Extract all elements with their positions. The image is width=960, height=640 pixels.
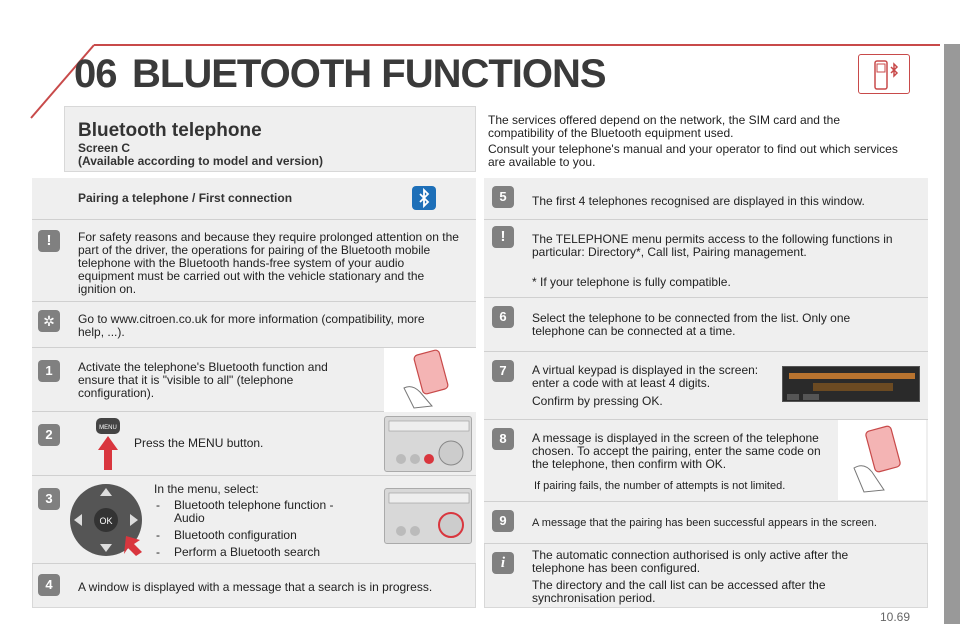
step-8-text: A message is displayed in the screen of the telephone chosen. To accept the pairing, enter the same code on the telephone, then confirm with OK.: [532, 431, 821, 471]
step-3-intro: In the menu, select:: [154, 482, 259, 496]
telephone-menu-text: The TELEPHONE menu permits access to the following functions in particular: Directory*, Call list, Pairing management.: [532, 232, 893, 259]
audio-unit-illustration: [384, 416, 472, 472]
intro-paragraph-1: The services offered depend on the network, the SIM card and the compatibility of the Bluetooth equipment used.: [488, 113, 840, 140]
info-icon: i: [492, 552, 514, 574]
screen-label: Screen C: [78, 141, 131, 155]
menu-option-bt-config: - Bluetooth configuration: [154, 529, 364, 542]
step-4-badge: 4: [38, 574, 60, 596]
tip-text: Go to www.citroen.co.uk for more information (compatibility, more help, ...).: [78, 312, 425, 339]
availability-note: (Available according to model and version): [78, 154, 323, 168]
bluetooth-phone-icon: [858, 54, 910, 94]
step-9-badge: 9: [492, 510, 514, 532]
page-edge-bar: [944, 44, 960, 624]
step-1-text: Activate the telephone's Bluetooth function and ensure that it is "visible to all" (telephone configuration).: [78, 360, 328, 400]
phone-hand-illustration: [384, 348, 476, 412]
header-rule: [94, 44, 940, 46]
chapter-title: BLUETOOTH FUNCTIONS: [132, 52, 606, 96]
svg-text:MENU: MENU: [99, 425, 117, 431]
step-7-confirm: Confirm by pressing OK.: [532, 394, 663, 408]
step-1-badge: 1: [38, 360, 60, 382]
step-3-menu-list: [154, 499, 364, 563]
svg-text:OK: OK: [99, 516, 113, 526]
step-7-text: A virtual keypad is displayed in the screen: enter a code with at least 4 digits.: [532, 363, 759, 390]
menu-option-phone-audio: - Bluetooth telephone function - Audio: [154, 499, 364, 525]
step-2-badge: 2: [38, 424, 60, 446]
section-title: Bluetooth telephone: [78, 120, 262, 141]
warning-icon: !: [38, 230, 60, 252]
compatibility-note: * If your telephone is fully compatible.: [532, 275, 731, 289]
safety-warning: For safety reasons and because they require prolonged attention on the part of the driver, the operations for pairing of the Bluetooth mobile telephone with the Bluetooth hands-free system of your audio equipment must be carried out with the vehicle stationary and the ignition on.: [78, 230, 459, 296]
menu-option-bt-search: - Perform a Bluetooth search: [154, 546, 364, 559]
step-9-text: A message that the pairing has been successful appears in the screen.: [532, 517, 877, 529]
page-number: 10.69: [880, 610, 911, 624]
info-text-1: The automatic connection authorised is only active after the telephone has been configured.: [532, 548, 849, 575]
intro-paragraph-2: Consult your telephone's manual and your operator to find out which services are available to you.: [488, 142, 898, 169]
step-5-badge: 5: [492, 186, 514, 208]
step-6-text: Select the telephone to be connected from the list. Only one telephone can be connected at a time.: [532, 311, 851, 338]
step-3-badge: 3: [38, 488, 60, 510]
step-6-badge: 6: [492, 306, 514, 328]
step-8-badge: 8: [492, 428, 514, 450]
step-4-text: A window is displayed with a message that a search is in progress.: [78, 580, 433, 594]
menu-button-icon: [94, 416, 122, 472]
warning-icon-2: !: [492, 226, 514, 248]
step-5-text: The first 4 telephones recognised are displayed in this window.: [532, 194, 865, 208]
step-7-badge: 7: [492, 360, 514, 382]
audio-unit-illustration-2: [384, 488, 472, 544]
step-8-note: If pairing fails, the number of attempts is not limited.: [534, 480, 786, 492]
step-2-text: Press the MENU button.: [134, 436, 264, 450]
pairing-title: Pairing a telephone / First connection: [78, 191, 293, 205]
phone-hand-illustration-2: [838, 420, 926, 500]
sun-tip-icon: ✲: [38, 310, 60, 332]
info-text-2: The directory and the call list can be accessed after the synchronisation period.: [532, 578, 826, 605]
ok-joypad-icon: [66, 480, 146, 560]
bluetooth-icon: [412, 186, 436, 210]
chapter-number: 06: [74, 52, 117, 96]
virtual-keypad-screen: [782, 366, 920, 402]
